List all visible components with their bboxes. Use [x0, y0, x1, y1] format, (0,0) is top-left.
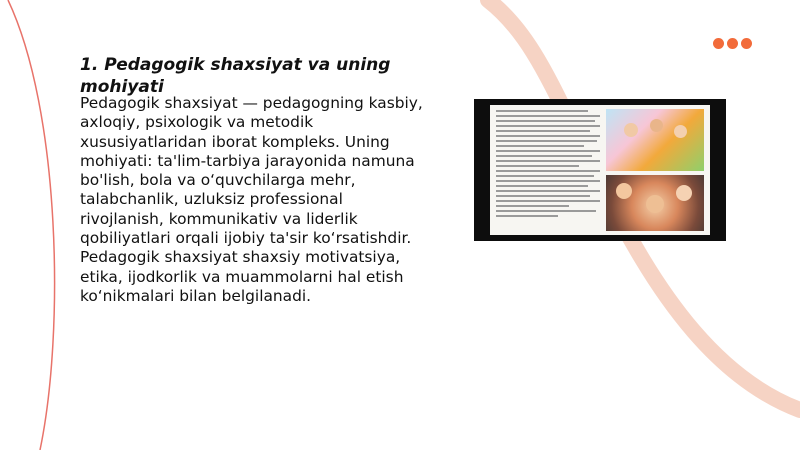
accent-dots: [713, 38, 752, 49]
accent-dot: [713, 38, 724, 49]
document-page-image: [490, 105, 710, 235]
children-photo: [606, 109, 704, 171]
slide-title: 1. Pedagogik shaxsiyat va uning mohiyati: [80, 55, 391, 97]
left-arc-line: [8, 0, 55, 450]
accent-dot: [727, 38, 738, 49]
accent-dot: [741, 38, 752, 49]
slide-image[interactable]: [474, 99, 726, 241]
group-photo: [606, 175, 704, 231]
document-text-lines: [496, 110, 600, 220]
slide-body-text: Pedagogik shaxsiyat — pedagogning kasbiy, axloqiy, psixologik va metodik xususiyatlaridan iborat kompleks. Uning mohiyati: ta'lim-tarbiya jarayonida namuna bo'lish, bola va o‘quvchilarga mehr, talabchanlik, uzluksiz professional rivojlanish, kommunikativ va liderlik qobiliyatlari orqali ijobiy ta'sir ko‘rsatishdir. Pedagogik shaxsiyat shaxsiy motivatsiya, etika, ijodkorlik va muammolarni hal etish ko‘nikmalari bilan belgilanadi.: [80, 94, 423, 305]
